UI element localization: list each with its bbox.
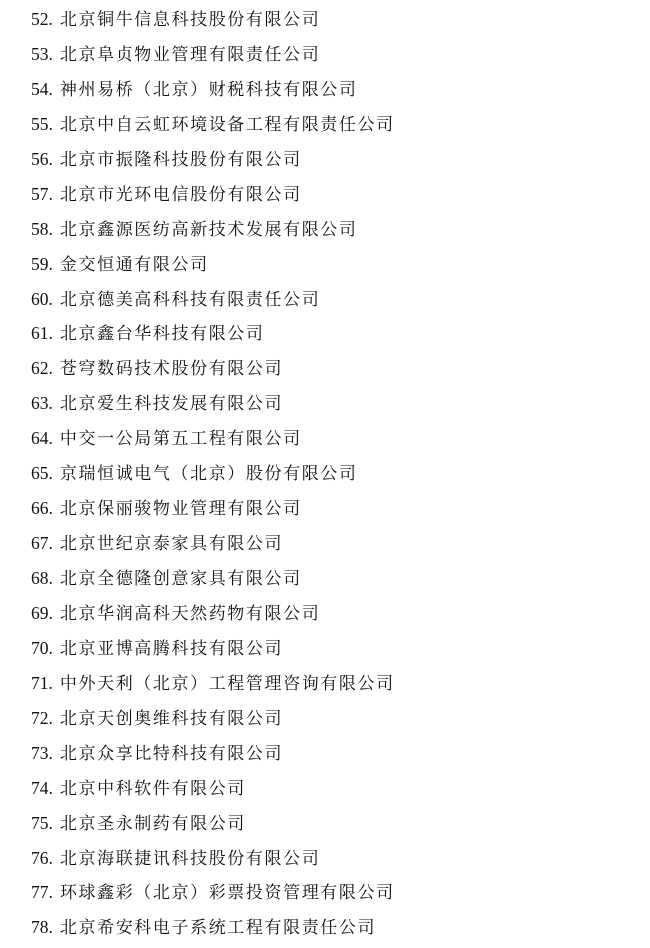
list-item: [31, 494, 631, 529]
list-item: [31, 669, 631, 704]
list-item: [31, 5, 631, 40]
item-number: 53.: [31, 43, 53, 64]
company-name: 北京全德隆创意家具有限公司: [59, 569, 302, 589]
item-number: 65.: [31, 463, 53, 484]
list-item: [31, 40, 631, 75]
company-name: 北京中自云虹环境设备工程有限责任公司: [59, 114, 395, 135]
company-name: 北京爱生科技发展有限公司: [59, 394, 284, 415]
item-number: 54.: [31, 78, 53, 99]
company-name: 北京鑫台华科技有限公司: [59, 324, 265, 345]
company-name: 北京德美高科科技有限责任公司: [59, 289, 321, 310]
list-item: [31, 215, 631, 250]
company-name: 北京亚博高腾科技有限公司: [59, 638, 284, 659]
item-number: 57.: [31, 183, 53, 204]
company-name: 北京保丽骏物业管理有限公司: [59, 499, 302, 520]
company-name: 神州易桥（北京）财税科技有限公司: [59, 79, 358, 100]
company-name: 北京世纪京泰家具有限公司: [59, 534, 284, 555]
list-item: [31, 389, 631, 424]
item-number: 52.: [31, 9, 53, 29]
item-number: 76.: [31, 847, 53, 868]
item-number: 63.: [31, 393, 53, 414]
list-item: [31, 354, 631, 389]
item-number: 72.: [31, 707, 53, 728]
company-name: 北京中科软件有限公司: [59, 778, 246, 799]
list-item: [31, 424, 631, 459]
item-number: 71.: [31, 672, 53, 693]
company-name: 北京阜贞物业管理有限责任公司: [59, 44, 321, 65]
list-item: [31, 145, 631, 180]
item-number: 55.: [31, 113, 53, 134]
company-name: 环球鑫彩（北京）彩票投资管理有限公司: [59, 883, 395, 904]
list-item: [31, 599, 631, 634]
item-number: 62.: [31, 358, 53, 379]
item-number: 56.: [31, 148, 53, 169]
company-name: 苍穹数码技术股份有限公司: [59, 359, 284, 380]
list-item: [31, 844, 631, 879]
company-name: 北京铜牛信息科技股份有限公司: [59, 10, 321, 30]
company-name: 金交恒通有限公司: [59, 254, 209, 275]
item-number: 74.: [31, 777, 53, 798]
list-item: [31, 459, 631, 494]
item-number: 78.: [31, 917, 53, 938]
list-item: [31, 250, 631, 285]
list-item: [31, 913, 631, 948]
company-name: 北京市振隆科技股份有限公司: [59, 149, 302, 170]
company-name: 中外天利（北京）工程管理咨询有限公司: [59, 673, 395, 694]
item-number: 73.: [31, 742, 53, 763]
item-number: 77.: [31, 882, 53, 903]
list-item: [31, 75, 631, 110]
company-name: 京瑞恒诚电气（北京）股份有限公司: [59, 464, 358, 485]
company-name: 北京华润高科天然药物有限公司: [59, 603, 321, 624]
list-item: [31, 809, 631, 844]
item-number: 68.: [31, 568, 53, 588]
list-item: [31, 564, 631, 599]
company-name: 北京海联捷讯科技股份有限公司: [59, 848, 321, 869]
company-name: 中交一公局第五工程有限公司: [59, 429, 302, 450]
company-name: 北京天创奥维科技有限公司: [59, 708, 284, 729]
item-number: 75.: [31, 812, 53, 833]
company-name: 北京圣永制药有限公司: [59, 813, 246, 834]
item-number: 67.: [31, 533, 53, 554]
list-item: [31, 878, 631, 913]
list-item: [31, 634, 631, 669]
item-number: 69.: [31, 602, 53, 623]
item-number: 64.: [31, 428, 53, 449]
list-item: [31, 704, 631, 739]
list-item: [31, 285, 631, 320]
list-item: [31, 529, 631, 564]
list-item: [31, 739, 631, 774]
item-number: 66.: [31, 498, 53, 519]
list-item: [31, 319, 631, 354]
item-number: 60.: [31, 288, 53, 309]
item-number: 58.: [31, 218, 53, 239]
company-list: [31, 5, 631, 948]
company-name: 北京众享比特科技有限公司: [59, 743, 284, 764]
list-item: [31, 110, 631, 145]
list-item: [31, 180, 631, 215]
list-item: [31, 774, 631, 809]
item-number: 59.: [31, 253, 53, 274]
company-name: 北京市光环电信股份有限公司: [59, 184, 302, 205]
company-name: 北京希安科电子系统工程有限责任公司: [59, 918, 377, 939]
item-number: 70.: [31, 637, 53, 658]
company-name: 北京鑫源医纺高新技术发展有限公司: [59, 219, 358, 240]
item-number: 61.: [31, 323, 53, 344]
